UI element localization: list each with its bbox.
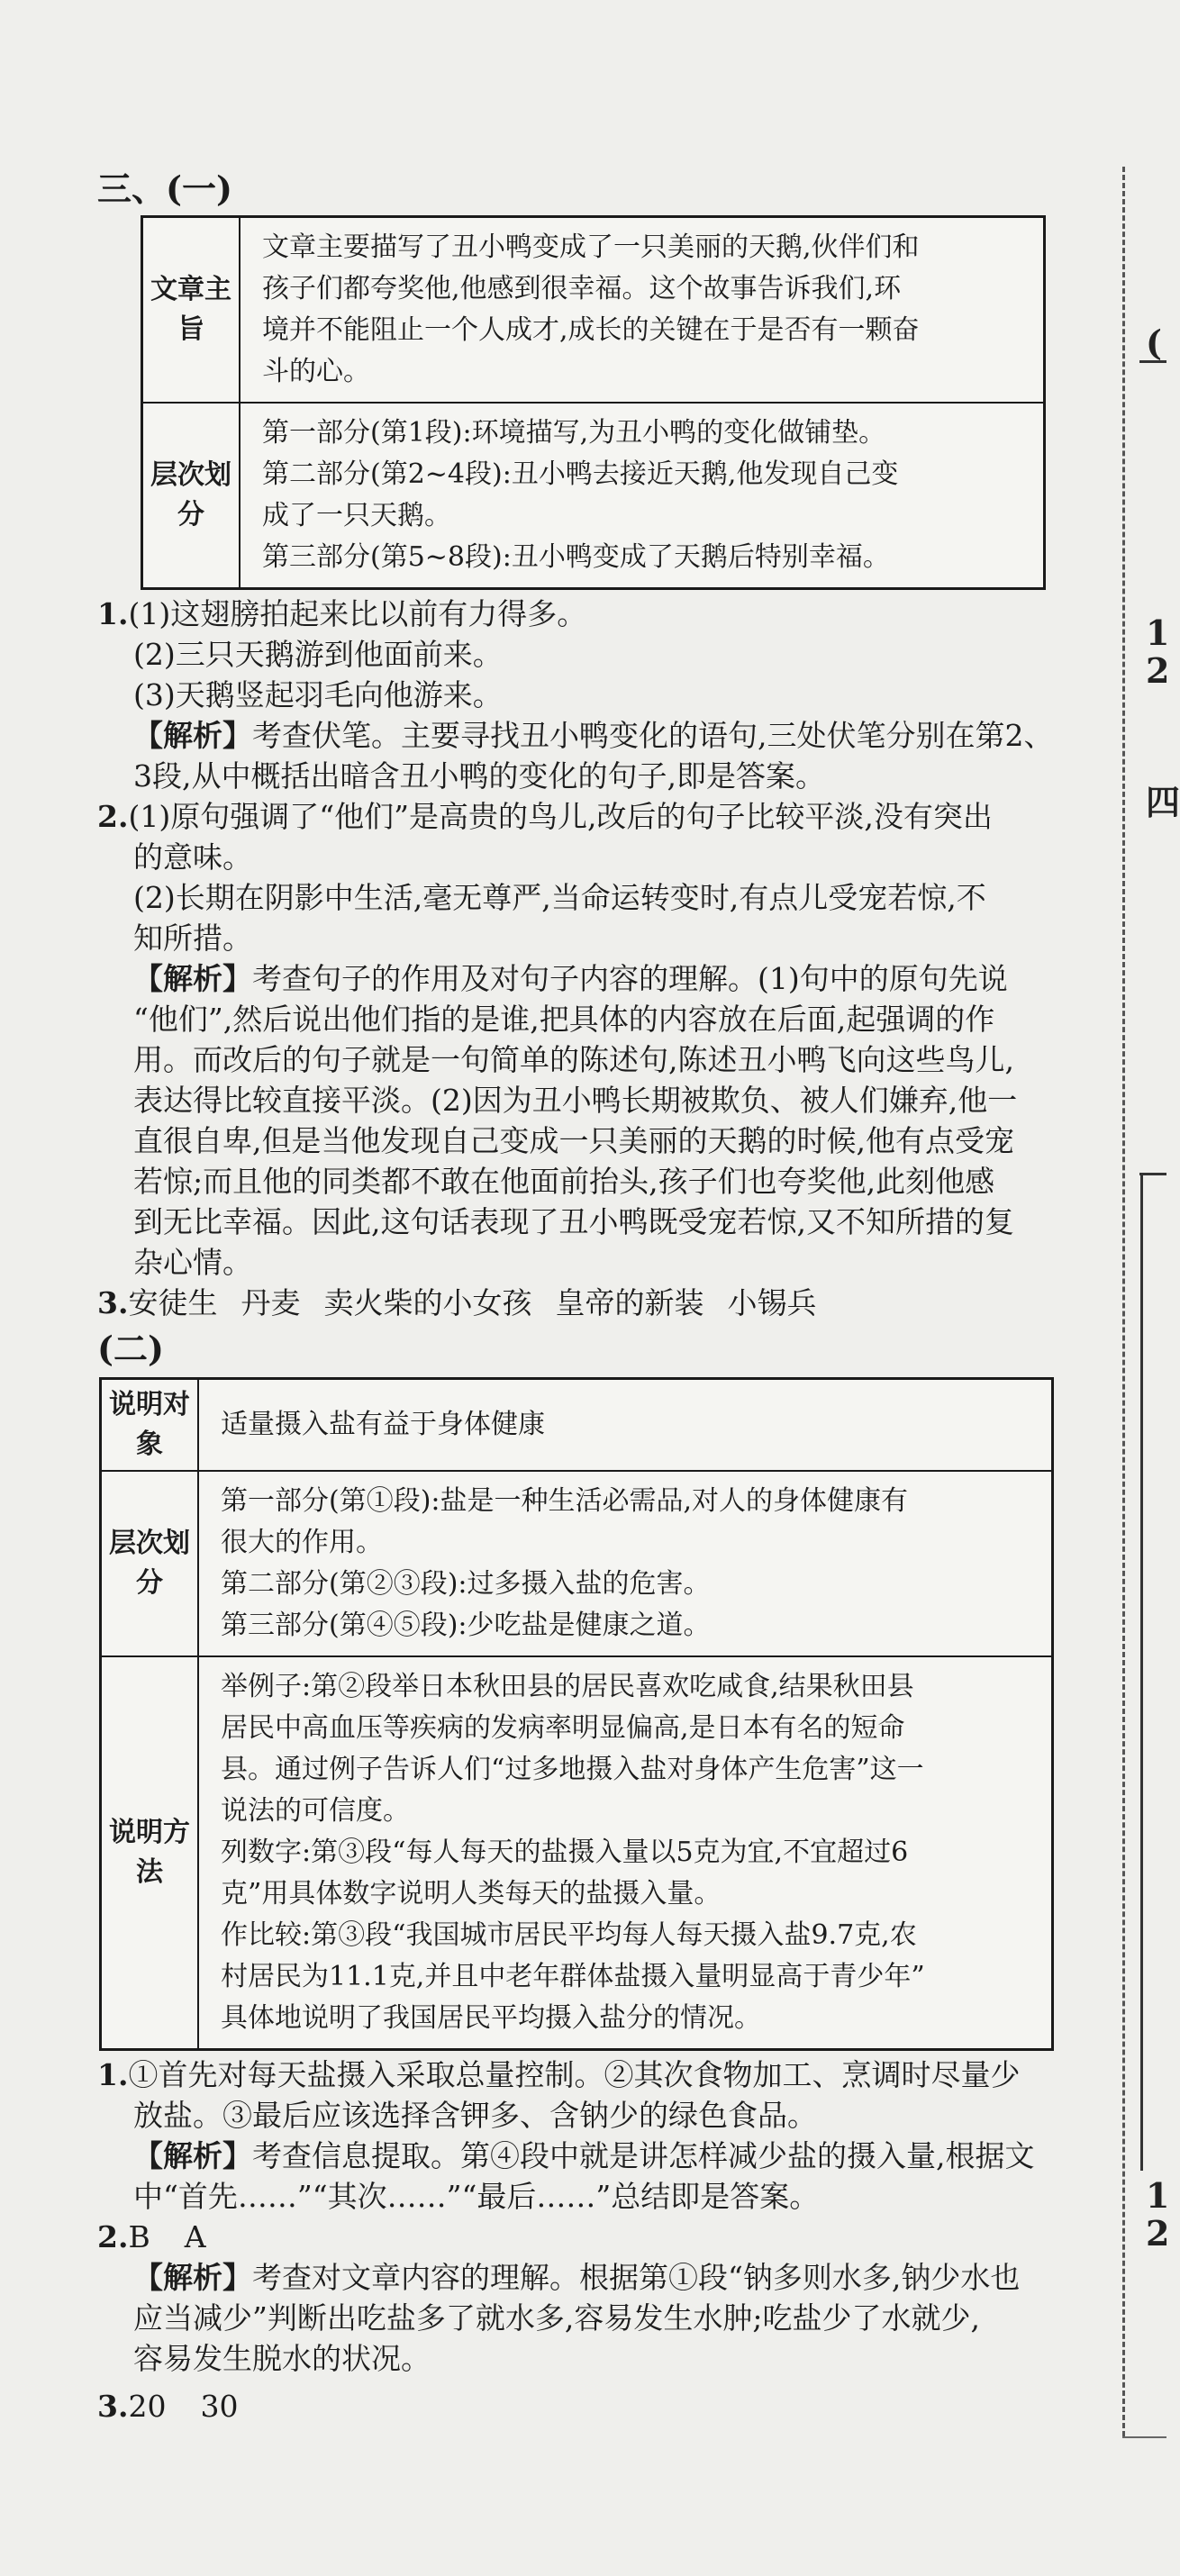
question-1 [97, 2054, 1102, 2217]
text-line: 很大的作用。 [221, 1527, 383, 1558]
right-column-fragment: ( [1146, 322, 1162, 363]
answer-line: 放盐。③最后应该选择含钾多、含钠少的绿色食品。 [133, 2098, 817, 2133]
text-line: 适量摄入盐有益于身体健康 [221, 1409, 545, 1440]
answer-line: (1)原句强调了“他们”是高贵的鸟儿,改后的句子比较平淡,没有突出 [128, 799, 993, 834]
analysis-line: 考查句子的作用及对句子内容的理解。(1)句中的原句先说 [252, 961, 1008, 996]
row-content [240, 403, 1045, 589]
analysis-line: 应当减少”判断出吃盐多了就水多,容易发生水肿;吃盐少了水就少, [133, 2300, 980, 2336]
answer-item: 20 [128, 2389, 167, 2424]
question-number: 3. [97, 2389, 129, 2424]
answer-item: 小锡兵 [727, 1285, 817, 1320]
text-line: 县。通过例子告诉人们“过多地摄入盐对身体产生危害”这一 [221, 1754, 924, 1785]
text-line: 第一部分(第1段):环境描写,为丑小鸭的变化做铺垫。 [262, 417, 886, 449]
right-column-fragment: 2 [1146, 650, 1170, 691]
question-2 [97, 796, 1102, 1283]
analysis-line: 容易发生脱水的状况。 [133, 2341, 431, 2376]
text-line: 村居民为11.1克,并且中老年群体盐摄入量明显高于青少年” [221, 1961, 925, 1992]
column-divider [1122, 167, 1125, 2436]
question-1 [97, 594, 1102, 796]
analysis [97, 2136, 1102, 2217]
text-line: 居民中高血压等疾病的发病率明显偏高,是日本有名的短命 [221, 1712, 905, 1744]
column-divider-bottom [1122, 2436, 1166, 2438]
text-line: 具体地说明了我国居民平均摄入盐分的情况。 [221, 2002, 761, 2034]
table-row [101, 1656, 1053, 2050]
text-line: 第二部分(第②③段):过多摄入盐的危害。 [221, 1568, 711, 1600]
answer-item: 30 [200, 2389, 239, 2424]
analysis-line: 考查伏笔。主要寻找丑小鸭变化的语句,三处伏笔分别在第2、 [252, 718, 1054, 753]
analysis-line: 到无比幸福。因此,这句话表现了丑小鸭既受宠若惊,又不知所措的复 [133, 1204, 1014, 1239]
summary-table-1 [141, 215, 1046, 590]
answer-line: ①首先对每天盐摄入采取总量控制。②其次食物加工、烹调时尽量少 [128, 2057, 1021, 2092]
text-line: 列数字:第③段“每人每天的盐摄入量以5克为宜,不宜超过6 [221, 1837, 909, 1868]
answer-line: (1)这翅膀拍起来比以前有力得多。 [128, 596, 587, 631]
analysis-line: 考查对文章内容的理解。根据第①段“钠多则水多,钠少水也 [252, 2260, 1021, 2295]
text-line: 举例子:第②段举日本秋田县的居民喜欢吃咸食,结果秋田县 [221, 1671, 914, 1702]
right-column-fragment: 2 [1146, 2213, 1170, 2254]
analysis-line: 中“首先……”“其次……”“最后……”总结即是答案。 [133, 2179, 820, 2214]
row-label: 说明对象 [101, 1379, 199, 1472]
summary-table-2 [99, 1377, 1054, 2051]
question-2 [97, 2217, 1102, 2379]
row-content [240, 217, 1045, 404]
right-column-rule [1139, 360, 1166, 363]
text-line: 文章主要描写了丑小鸭变成了一只美丽的天鹅,伙伴们和 [262, 231, 920, 263]
answer-line: 的意味。 [133, 839, 252, 875]
analysis [97, 715, 1102, 796]
analysis-label: 【解析】 [133, 718, 252, 753]
table-row [101, 1471, 1053, 1656]
text-line: 第三部分(第④⑤段):少吃盐是健康之道。 [221, 1610, 711, 1641]
section-title: 三、(一) [97, 168, 232, 209]
text-line: 孩子们都夸奖他,他感到很幸福。这个故事告诉我们,环 [262, 273, 902, 304]
text-line: 说法的可信度。 [221, 1795, 410, 1827]
answer-line: (3)天鹅竖起羽毛向他游来。 [133, 677, 503, 712]
question-number: 3. [97, 1285, 129, 1320]
text-line: 斗的心。 [262, 356, 370, 387]
answer-item: 卖火柴的小女孩 [323, 1285, 532, 1320]
right-column-rule [1139, 1173, 1166, 1175]
table-row [101, 1379, 1053, 1472]
question-3 [97, 2386, 1102, 2426]
answer-item: B [128, 2219, 150, 2254]
question-number: 1. [97, 596, 129, 631]
analysis-label: 【解析】 [133, 2260, 252, 2295]
row-label: 层次划分 [101, 1471, 199, 1656]
answer-item: 皇帝的新装 [555, 1285, 704, 1320]
text-line: 第三部分(第5~8段):丑小鸭变成了天鹅后特别幸福。 [262, 541, 890, 573]
answer-line: 知所措。 [133, 921, 252, 956]
analysis-line: 3段,从中概括出暗含丑小鸭的变化的句子,即是答案。 [133, 758, 825, 794]
analysis-line: 表达得比较直接平淡。(2)因为丑小鸭长期被欺负、被人们嫌弃,他一 [133, 1083, 1018, 1118]
row-label: 层次划分 [142, 403, 241, 589]
analysis [97, 2257, 1102, 2379]
answer-line: (2)三只天鹅游到他面前来。 [133, 637, 503, 672]
row-content [198, 1656, 1053, 2050]
analysis-line: 考查信息提取。第④段中就是讲怎样减少盐的摄入量,根据文 [252, 2138, 1035, 2173]
row-label: 文章主旨 [142, 217, 241, 404]
analysis [97, 958, 1102, 1283]
row-content [198, 1471, 1053, 1656]
row-label: 说明方法 [101, 1656, 199, 2050]
section-subtitle: (二) [97, 1329, 164, 1369]
analysis-label: 【解析】 [133, 961, 252, 996]
text-line: 境并不能阻止一个人成才,成长的关键在于是否有一颗奋 [262, 314, 920, 346]
question-number: 2. [97, 799, 129, 834]
right-column-fragment: 1 [1146, 2175, 1170, 2216]
text-line: 作比较:第③段“我国城市居民平均每人每天摄入盐9.7克,农 [221, 1919, 917, 1951]
question-number: 1. [97, 2057, 129, 2092]
answer-item: 丹麦 [241, 1285, 301, 1320]
table-row [142, 217, 1045, 404]
analysis-line: 若惊;而且他的同类都不敢在他面前抬头,孩子们也夸奖他,此刻他感 [133, 1164, 995, 1199]
answer-content [97, 167, 1102, 2426]
answer-item: 安徒生 [128, 1285, 218, 1320]
table-row [142, 403, 1045, 589]
analysis-line: 直很自卑,但是当他发现自己变成一只美丽的天鹅的时候,他有点受宠 [133, 1123, 1014, 1158]
row-content [198, 1379, 1053, 1472]
answer-line: (2)长期在阴影中生活,毫无尊严,当命运转变时,有点儿受宠若惊,不 [133, 880, 986, 915]
text-line: 第二部分(第2~4段):丑小鸭去接近天鹅,他发现自己变 [262, 458, 899, 490]
text-line: 第一部分(第①段):盐是一种生活必需品,对人的身体健康有 [221, 1485, 909, 1517]
analysis-line: “他们”,然后说出他们指的是谁,把具体的内容放在后面,起强调的作 [133, 1002, 995, 1037]
analysis-line: 杂心情。 [133, 1245, 252, 1280]
analysis-line: 用。而改后的句子就是一句简单的陈述句,陈述丑小鸭飞向这些鸟儿, [133, 1042, 1014, 1077]
analysis-label: 【解析】 [133, 2138, 252, 2173]
right-column-fragment: 四 [1146, 782, 1180, 822]
right-column-fragment: 1 [1146, 612, 1170, 653]
question-3 [97, 1283, 1102, 1323]
right-column-rule [1140, 1173, 1143, 2171]
answer-item: A [184, 2219, 206, 2254]
question-number: 2. [97, 2219, 129, 2254]
text-line: 克”用具体数字说明人类每天的盐摄入量。 [221, 1878, 722, 1909]
text-line: 成了一只天鹅。 [262, 500, 451, 531]
